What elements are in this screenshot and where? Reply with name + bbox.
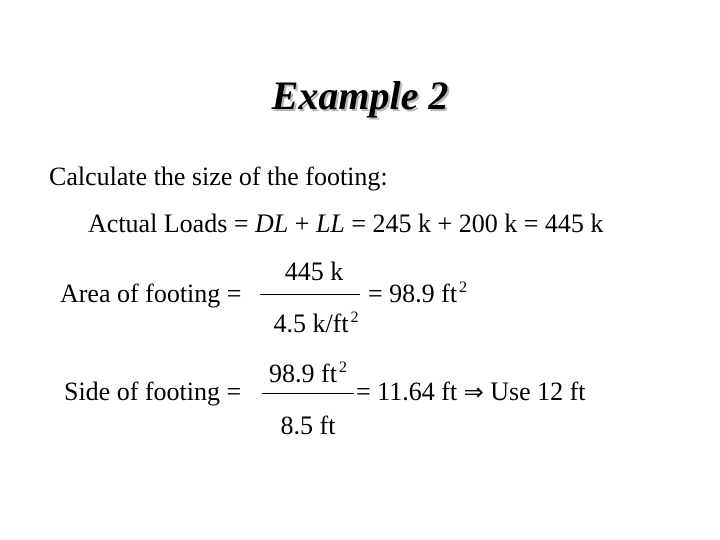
equation-actual-loads [88, 209, 603, 239]
equals-sign: = [226, 279, 242, 308]
intro-text: Calculate the size of the footing: [49, 162, 388, 191]
equals-sign: = [233, 209, 249, 238]
area-result-exponent: 2 [459, 279, 468, 296]
area-of-footing-label-group [60, 279, 241, 309]
equals-sign: = [351, 209, 367, 238]
side-of-footing-label-group [64, 377, 241, 407]
side-denominator: 8.5 ft [280, 411, 336, 440]
implies-arrow-icon: ⇒ [463, 378, 484, 406]
area-denominator-exponent: 2 [350, 309, 359, 326]
actual-loads-value: 245 k + 200 k = 445 k [372, 209, 604, 238]
dead-load-symbol: DL [255, 209, 289, 238]
area-denominator-text: 4.5 k/ft [273, 309, 349, 338]
side-result-value: 11.64 ft [377, 377, 458, 406]
side-of-footing-label: Side of footing [64, 377, 220, 406]
live-load-symbol: LL [315, 209, 345, 238]
area-fraction-bar [260, 294, 360, 295]
side-fraction-bar [262, 393, 354, 394]
use-size-text: Use 12 ft [490, 377, 586, 406]
area-of-footing-label: Area of footing [60, 279, 221, 308]
side-numerator-exponent: 2 [338, 359, 347, 376]
plus-sign: + [294, 209, 310, 238]
equals-sign: = [226, 377, 242, 406]
equals-sign: = [356, 377, 371, 406]
area-denominator [256, 309, 376, 339]
area-result-group [368, 279, 467, 309]
area-numerator: 445 k [284, 257, 344, 286]
side-numerator [258, 359, 358, 389]
slide-title: Example 2 [271, 73, 449, 118]
side-result-group [356, 377, 586, 407]
equals-sign: = [368, 279, 383, 308]
side-numerator-text: 98.9 ft [269, 359, 337, 388]
actual-loads-label: Actual Loads [88, 209, 228, 238]
area-result-value: 98.9 ft [389, 279, 458, 308]
